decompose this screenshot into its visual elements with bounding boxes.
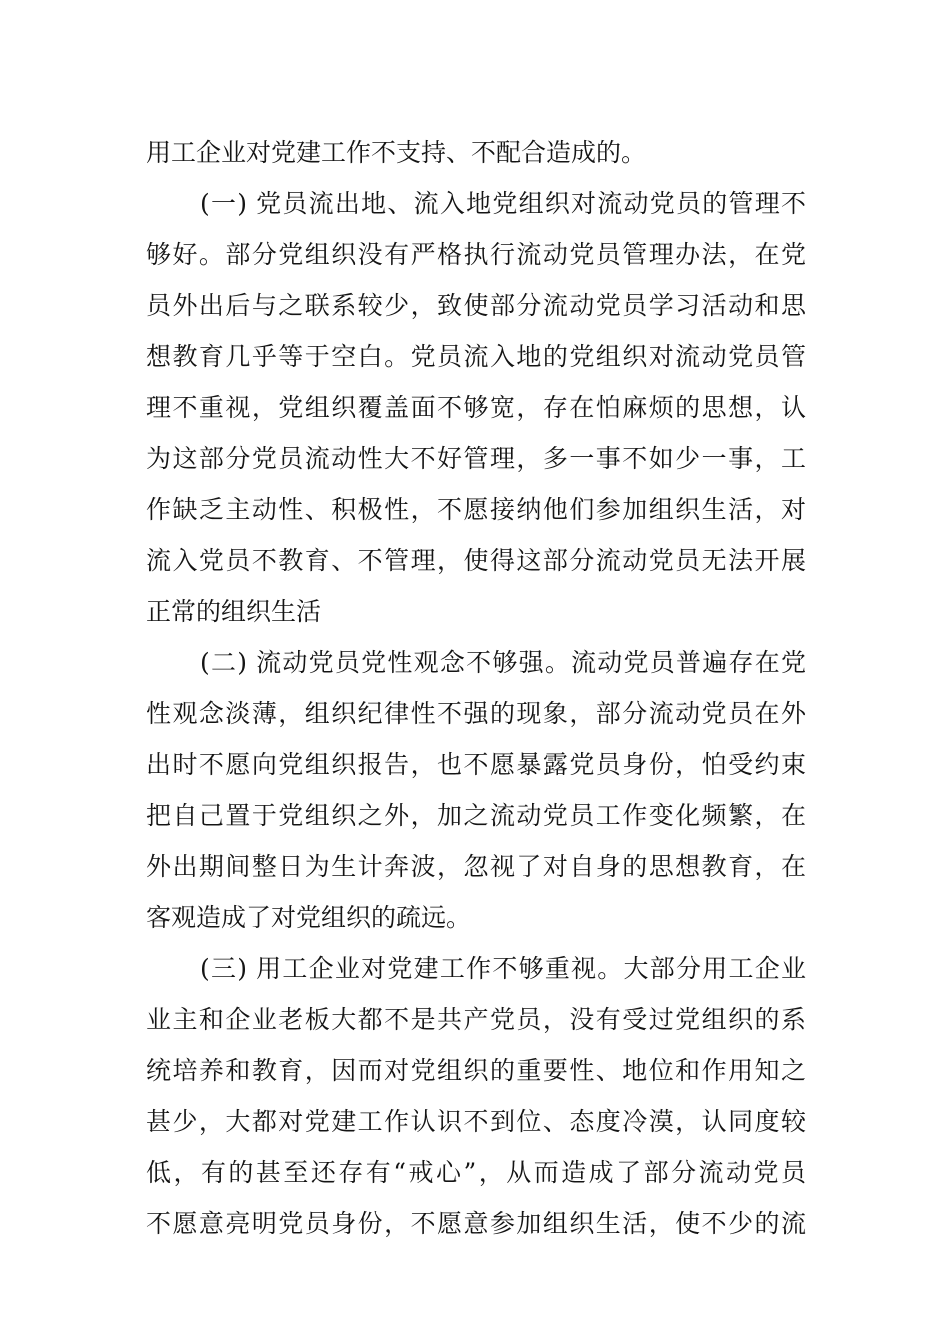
text-line: 性观念淡薄，组织纪律性不强的现象，部分流动党员在外 — [146, 699, 806, 728]
text-line: 把自己置于党组织之外，加之流动党员工作变化频繁，在 — [146, 801, 806, 830]
text-line: 够好。部分党组织没有严格执行流动党员管理办法，在党 — [146, 240, 806, 269]
text-line: 流入党员不教育、不管理，使得这部分流动党员无法开展 — [146, 546, 806, 575]
text-line: 低，有的甚至还存有“戒心”，从而造成了部分流动党员 — [146, 1158, 806, 1187]
paragraph-1-heading-line: (一) 党员流出地、流入地党组织对流动党员的管理不 — [200, 189, 806, 218]
text-line: 员外出后与之联系较少，致使部分流动党员学习活动和思 — [146, 291, 806, 320]
paragraph-3-heading-line: (三) 用工企业对党建工作不够重视。大部分用工企业 — [200, 954, 806, 983]
text-line: 甚少，大都对党建工作认识不到位、态度冷漠，认同度较 — [146, 1107, 806, 1136]
text-line: 正常的组织生活 — [146, 597, 322, 626]
paragraph-2-heading-line: (二) 流动党员党性观念不够强。流动党员普遍存在党 — [200, 648, 806, 677]
text-line: 理不重视，党组织覆盖面不够宽，存在怕麻烦的思想，认 — [146, 393, 806, 422]
document-body — [146, 127, 806, 1249]
text-line: 出时不愿向党组织报告，也不愿暴露党员身份，怕受约束 — [146, 750, 806, 779]
text-line: 为这部分党员流动性大不好管理，多一事不如少一事，工 — [146, 444, 806, 473]
text-line: 想教育几乎等于空白。党员流入地的党组织对流动党员管 — [146, 342, 806, 371]
text-line: 业主和企业老板大都不是共产党员，没有受过党组织的系 — [146, 1005, 806, 1034]
text-line: 不愿意亮明党员身份，不愿意参加组织生活，使不少的流 — [146, 1209, 806, 1238]
text-line: 统培养和教育，因而对党组织的重要性、地位和作用知之 — [146, 1056, 806, 1085]
text-line: 外出期间整日为生计奔波，忽视了对自身的思想教育，在 — [146, 852, 806, 881]
text-line: 客观造成了对党组织的疏远。 — [146, 903, 472, 932]
text-line: 用工企业对党建工作不支持、不配合造成的。 — [146, 138, 647, 167]
text-line: 作缺乏主动性、积极性，不愿接纳他们参加组织生活，对 — [146, 495, 806, 524]
